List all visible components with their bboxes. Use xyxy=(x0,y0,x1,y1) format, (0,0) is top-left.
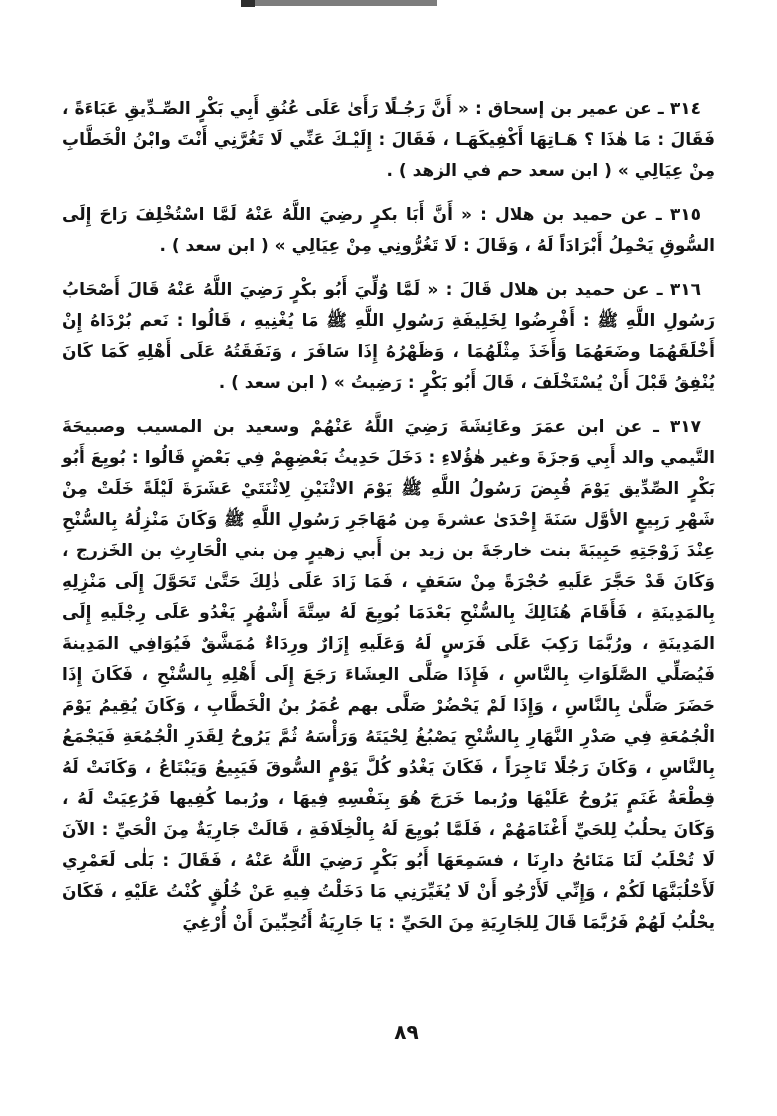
hadith-entry-314: ٣١٤ ـ عن عمير بن إسحاق : « أَنَّ رَجُـلًا رَأَىٰ عَلَى عُنُقِ أَبِي بَكْرٍ الصِّـدِّيقِ عَبَاءَةً ، فَقَالَ : مَا هٰذَا ؟ هَـاتِهَا أَكْفِيكَهَـا ، فَقَالَ : إِلَيْـكَ عَنِّي لَا تَغُرَّنِي أَنْتَ وابْنُ الْخَطَّابِ مِنْ عِيَالِي » ( ابن سعد حم في الزهد ) . xyxy=(62,99,715,181)
hadith-entry-315: ٣١٥ ـ عن حميد بن هلال : « أَنَّ أَبَا بكرٍ رضِيَ اللَّهُ عَنْهُ لَمَّا اسْتُخْلِفَ رَاحَ إِلَى السُّوقِ يَحْمِلُ أَبْرَادَاً لَهُ ، وَقَالَ : لَا تَغُرُّونِي مِنْ عِيَالِي » ( ابن سعد ) . xyxy=(62,205,715,256)
page-number: ٨٩ xyxy=(394,1020,419,1044)
scan-artifact-bar xyxy=(252,0,437,6)
hadith-entry-316: ٣١٦ ـ عن حميد بن هلال قَالَ : « لَمَّا وُلِّيَ أَبُو بكْرٍ رَضِيَ اللَّهُ عَنْهُ قَالَ أَصْحَابُ رَسُولِ اللَّهِ ﷺ : أَفْرِضُوا لِخَلِيفَةِ رَسُولِ اللَّهِ ﷺ مَا يُغْنِيهِ ، قَالُوا : نَعم بُرْدَاهُ إِنْ أَخْلَقَهُمَا وضَعَهُمَا وَأَخَذَ مِثْلَهُمَا ، وَظَهْرُهُ إِذَا سَافَرَ ، وَنَفَقَتُهُ عَلَى أَهْلِهِ كَمَا كَانَ يُنْفِقُ قَبْلَ أَنْ يُسْتَخْلَفَ ، قَالَ أَبُو بَكْرٍ : رَضِيتُ » ( ابن سعد ) . xyxy=(62,280,715,393)
hadith-entry-317: ٣١٧ ـ عن ابن عمَرَ وعَائِشَةَ رَضِيَ اللَّهُ عَنْهُمْ وسعيد بن المسيب وصبيحَةَ التَّيمي والد أَبِي وَجزَةَ وغير هٰؤُلاءِ : دَخَلَ حَدِيثُ بَعْضِهِمْ فِي بَعْضٍ قَالُوا : بُويِعَ أَبُو بَكْرٍ الصِّدِّيق يَوْمَ قُبِضَ رَسُولُ اللَّهِ ﷺ يَوْمَ الاثْنَيْنِ لِاثْنَتَيْ عَشَرَةَ لَيْلَةً خَلَتْ مِنْ شَهْرِ رَبِيعٍ الأوَّل سَنَةَ إِحْدَىٰ عشرةَ مِن مُهَاجَرِ رَسُولِ اللَّهِ ﷺ وَكَانَ مَنْزِلُهُ بِالسُّنْحِ عِنْدَ زَوْجَتِهِ حَبِيبَةَ بنت خارجَةَ بن زيد بن أَبي زهيرٍ مِن بني الْحَارِثِ بن الخَزرج ، وَكَانَ قَدْ حَجَّرَ عَلَيهِ حُجْرَةً مِنْ سَعَفٍ ، فَمَا زَادَ عَلَى ذٰلِكَ حَتَّىٰ تَحَوَّلَ إِلَى مَنْزِلِهِ بِالمَدِينَةِ ، فَأَقَامَ هُنَالِكَ بِالسُّنْحِ بَعْدَمَا بُويِعَ لَهُ سِتَّةَ أَشْهُرٍ يَغْدُو عَلَى رِجْلَيهِ إِلَى المَدِينَةِ ، ورُبَّمَا رَكِبَ عَلَى فَرَسٍ لَهُ وَعَلَيهِ إِزَارٌ ورِدَاءٌ مُمَشَّقٌ فَيُوَافِي المَدِينةَ فَيُصَلِّي الصَّلَوَاتِ بِالنَّاسِ ، فَإِذَا صَلَّى العِشَاءَ رَجَعَ إِلَى أَهْلِهِ بِالسُّنْحِ ، فَكَانَ إِذَا حَضَرَ صَلَّىٰ بِالنَّاسِ ، وَإِذَا لَمْ يَحْضُرْ صَلَّى بهم عُمَرُ بنُ الْخَطَّابِ ، وَكَانَ يُقِيمُ يَوْمَ الْجُمُعَةِ فِي صَدْرِ النَّهَارِ بِالسُّنْحِ يَصْبُغُ لِحْيَتَهُ وَرَأْسَهُ ثُمَّ يَرُوحُ لِقَدَرِ الْجُمُعَةِ فَيَجْمَعُ بِالنَّاسِ ، وَكَانَ رَجُلًا تَاجِرَاً ، فَكَانَ يَغْدُو كُلَّ يَوْمٍ السُّوقَ فَيَبِيعُ وَيَبْتَاعُ ، وَكَانَتْ لَهُ قِطْعَةُ غَنَمٍ يَرُوحُ عَلَيْهَا ورُبما خَرَجَ هُوَ بِنَفْسِهِ فِيهَا ، ورُبما كُفِيها فَرُعِيَتْ لَهُ ، وَكَانَ يحلُبُ لِلحَيِّ أَغْنَامَهُمْ ، فَلَمَّا بُويِعَ لَهُ بِالْخِلَافَةِ ، قَالَتْ جَارِيَةٌ مِنَ الْحَيِّ : الآنَ لَا تُحْلَبُ لَنَا مَنَائحُ دارِنَا ، فسَمِعَهَا أَبُو بَكْرٍ رَضِيَ اللَّهُ عَنْهُ ، فَقَالَ : بَلٰى لَعَمْرِي لَأَحْلُبَنَّهَا لَكُمْ ، وَإِنِّي لَأَرْجُو أَنْ لَا يُغَيِّرَنِي مَا دَخَلْتُ فِيهِ عَنْ خُلُقٍ كُنْتُ عَلَيْهِ ، فَكَانَ يحْلُبُ لَهُمْ فَرُبَّمَا قَالَ لِلجَارِيَةِ مِنَ الحَيِّ : يَا جَارِيَةُ أَتُحِبِّينَ أَنْ أُرْغِيَ xyxy=(62,417,715,933)
scan-artifact-mark xyxy=(241,0,255,7)
hadith-text-block xyxy=(62,94,715,952)
